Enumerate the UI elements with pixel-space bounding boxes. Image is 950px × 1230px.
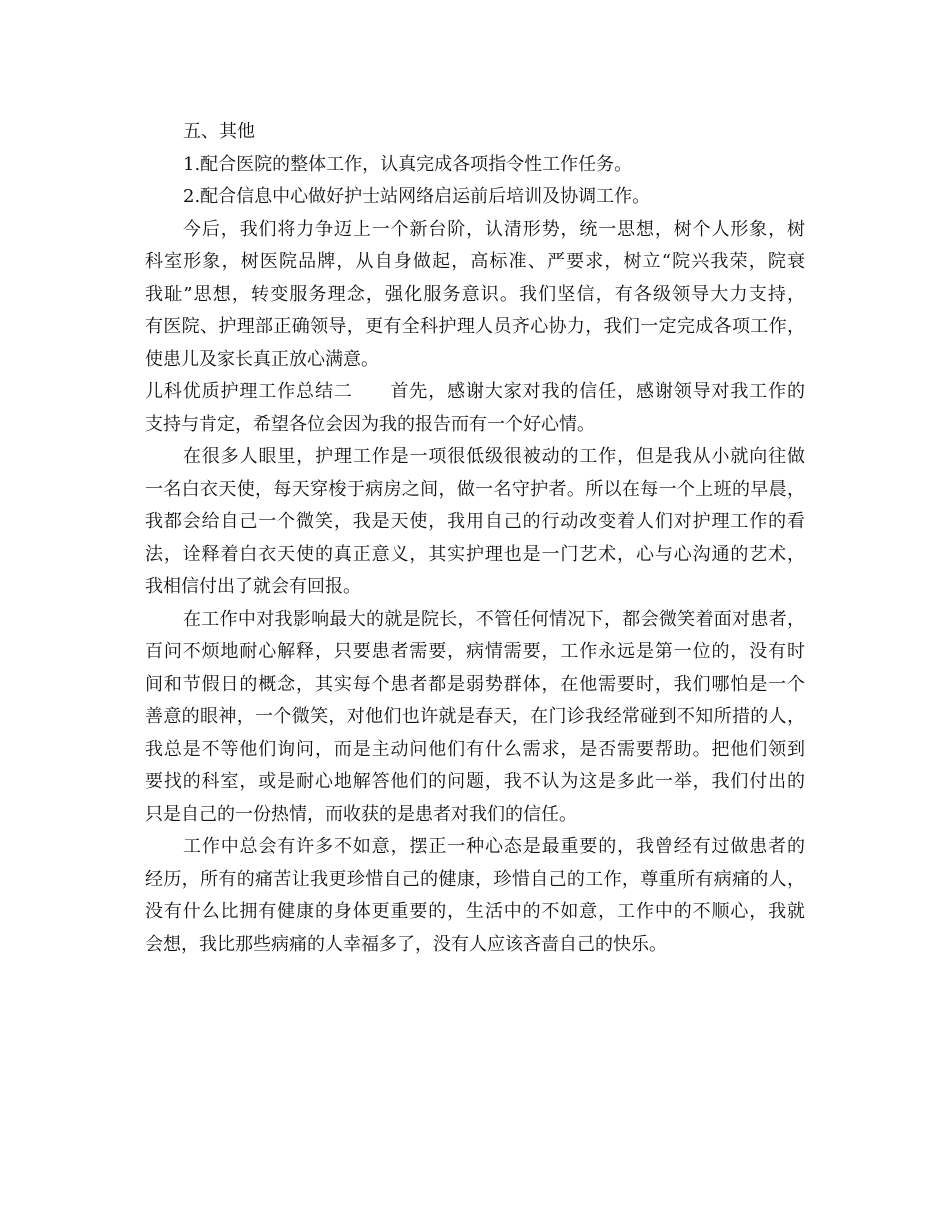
paragraph-title-intro [145,376,805,441]
paragraph-dean-influence [145,604,805,832]
paragraph-line: 我耻”思想，转变服务理念，强化服务意识。我们坚信，有各级领导大力支持， [145,283,805,305]
paragraph-line: 间和节假日的概念，其实每个患者都是弱势群体，在他需要时，我们哪怕是一个 [145,673,805,695]
paragraph-line: 法，诠释着白衣天使的真正意义，其实护理也是一门艺术，心与心沟通的艺术， [145,543,805,565]
paragraph-line: 会想，我比那些病痛的人幸福多了，没有人应该吝啬自己的快乐。 [145,933,667,955]
paragraph-line: 儿科优质护理工作总结二 首先，感谢大家对我的信任，感谢领导对我工作的 [145,381,805,402]
list-item-2: 2.配合信息中心做好护士站网络启运前后培训及协调工作。 [183,186,651,207]
paragraph-white-angel [145,441,805,604]
document-body [145,116,805,961]
paragraph-future-plans [145,214,805,377]
paragraph-line: 经历，所有的痛苦让我更珍惜自己的健康，珍惜自己的工作，尊重所有病痛的人， [145,868,805,890]
paragraph-line: 善意的眼神，一个微笑，对他们也许就是春天，在门诊我经常碰到不知所措的人， [145,706,805,727]
paragraph-line: 我总是不等他们询问，而是主动问他们有什么需求，是否需要帮助。把他们领到 [145,738,805,760]
paragraph-line: 有医院、护理部正确领导，更有全科护理人员齐心协力，我们一定完成各项工作， [145,316,805,337]
paragraph-line: 科室形象，树医院品牌，从自身做起，高标准、严要求，树立“院兴我荣，院衰 [145,251,805,272]
paragraph-line: 在很多人眼里，护理工作是一项很低级很被动的工作，但是我从小就向往做 [183,446,805,467]
paragraph-line: 工作中总会有许多不如意，摆正一种心态是最重要的，我曾经有过做患者的 [183,836,805,857]
list-item-1: 1.配合医院的整体工作，认真完成各项指令性工作任务。 [183,153,633,175]
section-heading: 五、其他 [183,121,255,142]
paragraph-line: 使患儿及家长真正放心满意。 [145,348,379,370]
paragraph-line: 没有什么比拥有健康的身体更重要的，生活中的不如意，工作中的不顺心，我就 [145,901,805,922]
paragraph-attitude [145,831,805,961]
paragraph-line: 只是自己的一份热情，而收获的是患者对我们的信任。 [145,803,577,825]
paragraph-line: 百问不烦地耐心解释，只要患者需要，病情需要，工作永远是第一位的，没有时 [145,641,805,662]
paragraph-line: 今后，我们将力争迈上一个新台阶，认清形势，统一思想，树个人形象，树 [183,218,805,240]
paragraph-line: 要找的科室，或是耐心地解答他们的问题，我不认为这是多此一举，我们付出的 [145,771,805,792]
paragraph-line: 支持与肯定，希望各位会因为我的报告而有一个好心情。 [145,413,595,435]
paragraph-line: 在工作中对我影响最大的就是院长，不管任何情况下，都会微笑着面对患者， [183,608,805,630]
paragraph-line: 我都会给自己一个微笑，我是天使，我用自己的行动改变着人们对护理工作的看 [145,511,805,532]
paragraph-line: 一名白衣天使，每天穿梭于病房之间，做一名守护者。所以在每一个上班的早晨， [145,478,805,500]
paragraph-line: 我相信付出了就会有回报。 [145,576,361,597]
